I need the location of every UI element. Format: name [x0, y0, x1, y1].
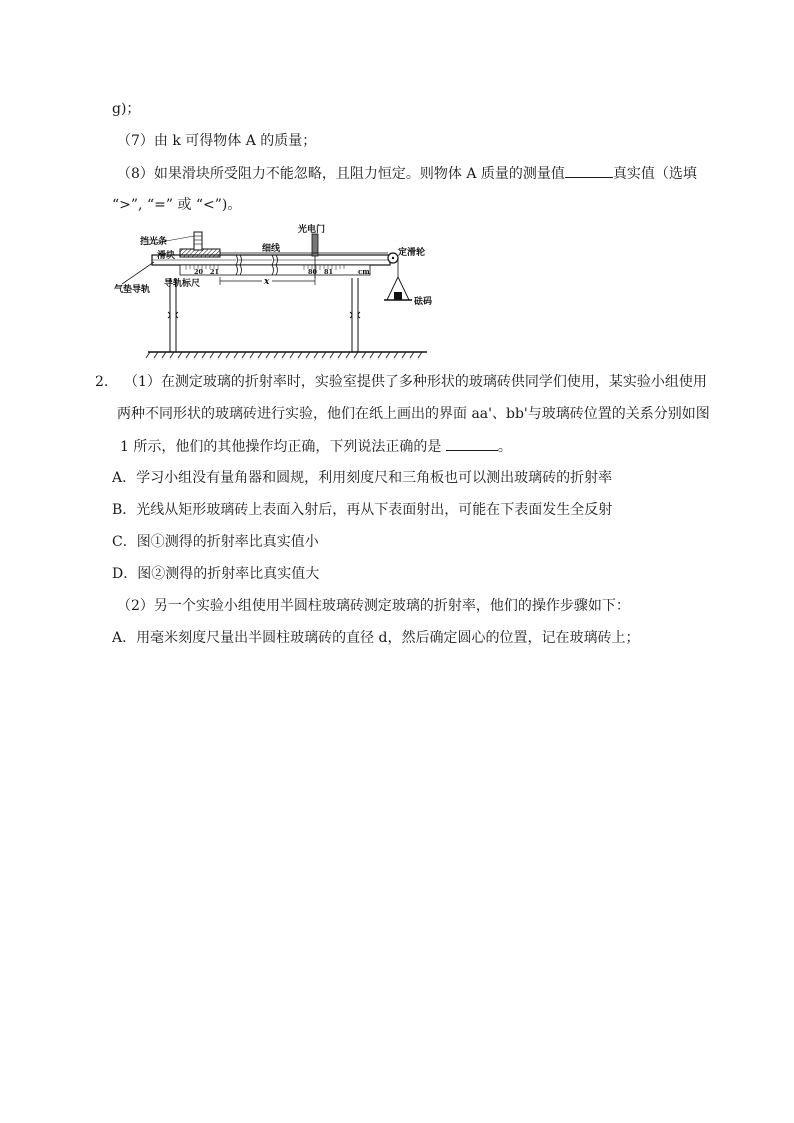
label-distance-x: x	[264, 277, 270, 287]
ruler-tick-80: 80	[308, 268, 318, 276]
text-line-g: g)；	[112, 101, 141, 117]
step8-text-b: 真实值（选填	[612, 166, 697, 182]
q2-line-1: （1）在测定玻璃的折射率时，实验室提供了多种形状的玻璃砖供同学们使用，某实验小组使用	[124, 374, 707, 390]
q2-answer-blank[interactable]	[446, 436, 498, 451]
label-string: 细线	[262, 244, 281, 254]
text-line-options: “>”, “=” 或 “<”)。	[112, 197, 242, 213]
air-track-figure	[112, 222, 442, 362]
label-fixed-pulley: 定滑轮	[398, 248, 426, 258]
q2-line-3	[120, 436, 512, 457]
option-b: B．光线从矩形玻璃砖上表面入射后，再从下表面射出，可能在下表面发生全反射	[112, 502, 613, 518]
text-line-step8	[117, 163, 697, 184]
ruler-tick-20: 20	[194, 268, 204, 276]
q2-line-3-end: 。	[497, 439, 512, 455]
label-air-track: 气垫导轨	[114, 285, 151, 295]
answer-blank[interactable]	[565, 163, 613, 178]
air-track-diagram	[112, 222, 442, 362]
step-a: A．用毫米刻度尺量出半圆柱玻璃砖的直径 d，然后确定圆心的位置，记在玻璃砖上；	[112, 630, 640, 646]
ruler-tick-21: 21	[210, 268, 220, 276]
q2-line-3-text: 1 所示，他们的其他操作均正确，下列说法正确的是	[120, 439, 442, 455]
q2-line-2: 两种不同形状的玻璃砖进行实验，他们在纸上画出的界面 aa'、bb'与玻璃砖位置的关系分别如图	[117, 406, 710, 422]
option-c: C．图①测得的折射率比真实值小	[112, 534, 319, 550]
label-photogate: 光电门	[298, 225, 326, 235]
step8-text-a: （8）如果滑块所受阻力不能忽略，且阻力恒定。则物体 A 质量的测量值	[117, 166, 565, 182]
text-line-step7: （7）由 k 可得物体 A 的质量；	[117, 133, 317, 149]
ruler-tick-81: 81	[324, 268, 334, 276]
question-number: 2.	[95, 374, 109, 390]
label-slider: 滑块	[157, 251, 176, 261]
q2-part2-intro: （2）另一个实验小组使用半圆柱玻璃砖测定玻璃的折射率，他们的操作步骤如下：	[117, 598, 630, 614]
option-a: A．学习小组没有量角器和圆规，利用刻度尺和三角板也可以测出玻璃砖的折射率	[112, 470, 613, 486]
label-light-blocking-strip: 挡光条	[140, 237, 168, 247]
label-track-ruler: 导轨标尺	[164, 279, 201, 289]
label-weight: 砝码	[414, 297, 433, 307]
ruler-unit-cm: cm	[358, 267, 370, 276]
option-d: D．图②测得的折射率比真实值大	[112, 566, 320, 582]
